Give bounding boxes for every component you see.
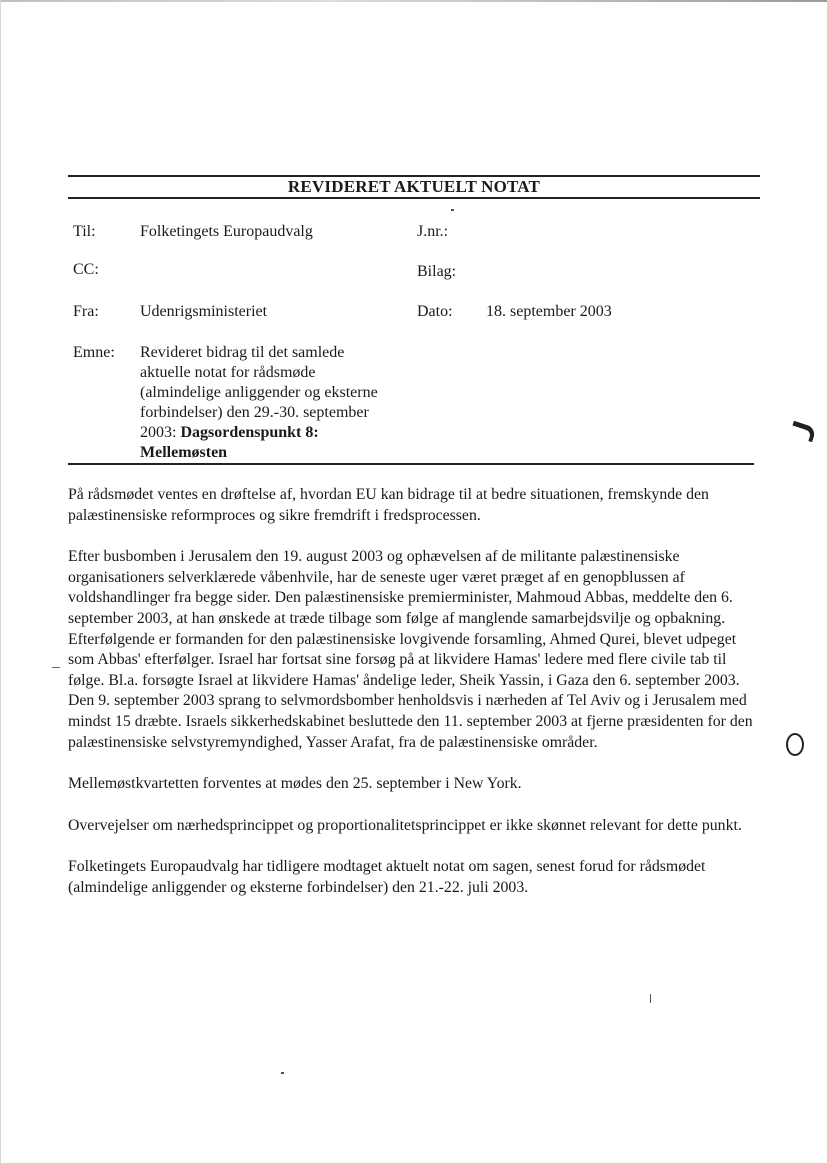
emne-value	[140, 343, 410, 463]
fra-label: Fra:	[73, 303, 99, 320]
scan-left-edge	[0, 0, 1, 1163]
cc-label: CC:	[73, 261, 99, 278]
emne-line-5	[140, 423, 410, 443]
scan-tick-mark	[650, 994, 651, 1003]
document-title: REVIDERET AKTUELT NOTAT	[287, 177, 541, 196]
scan-dot	[451, 209, 454, 211]
emne-line-prefix: 2003:	[140, 424, 181, 441]
emne-bold-topic: Mellemøsten	[140, 444, 228, 461]
emne-line: aktuelle notat for rådsmøde	[140, 364, 316, 381]
scan-dot	[281, 1072, 284, 1074]
emne-line: forbindelser) den 29.-30. september	[140, 404, 369, 421]
bilag-label: Bilag:	[417, 263, 457, 280]
paragraph-2: Efter busbomben i Jerusalem den 19. august 2003 og ophævelsen af de militante palæstinensiske organisationers selverklærede våbenhvile, har de seneste uger været præget af en genopblussen af voldshandlinger fra begge sider. Den palæstinensiske premierminister, Mahmoud Abbas, meddelte den 6. september 2003, at han ønskede at træde tilbage som følge af manglende samarbejdsvilje og opbakning. Efterfølgende er formanden for den palæstinensiske lovgivende forsamling, Ahmed Qurei, blevet udpeget som Abbas' efterfølger. Israel har fortsat sine forsøg på at likvidere Hamas' ledere med flere civile tab til følge. Bl.a. forsøgte Israel at likvidere Hamas' åndelige leder, Sheik Yassin, i Gaza den 6. september 2003. Den 9. september 2003 sprang to selvmordsbomber henholdsvis i nærheden af Tel Aviv og i Jerusalem med mindst 15 dræbte. Israels sikkerhedskabinet besluttede den 11. september 2003 at fjerne præsidenten for den palæstinensiske selvstyremyndighed, Yasser Arafat, fra de palæstinensiske områder.	[68, 548, 753, 751]
emne-bold-agenda: Dagsordenspunkt 8:	[180, 424, 319, 441]
document-body	[68, 485, 758, 920]
scan-top-edge	[0, 0, 827, 2]
hole-punch-mark	[789, 421, 816, 443]
paragraph-1: På rådsmødet ventes en drøftelse af, hvordan EU kan bidrage til at bedre situationen, fremskynde den palæstinensiske reformproces og sikre fremdrift i fredsprocessen.	[68, 486, 709, 524]
header-rule	[68, 463, 754, 465]
paragraph-3: Mellemøstkvartetten forventes at mødes den 25. september i New York.	[68, 775, 522, 793]
paragraph-4: Overvejelser om nærhedsprincippet og proportionalitetsprincippet er ikke skønnet relevant for dette punkt.	[68, 816, 742, 834]
margin-mark	[52, 667, 60, 668]
til-value: Folketingets Europaudvalg	[140, 223, 313, 240]
fra-value: Udenrigsministeriet	[140, 303, 268, 320]
dato-label: Dato:	[417, 303, 453, 320]
emne-line-6	[140, 443, 410, 463]
hole-punch-circle	[786, 733, 804, 756]
emne-label: Emne:	[73, 344, 115, 361]
emne-line: (almindelige anliggender og eksterne	[140, 384, 378, 401]
title-rule-bottom	[68, 197, 760, 199]
til-label: Til:	[73, 223, 96, 240]
jnr-label: J.nr.:	[417, 223, 449, 240]
emne-line: Revideret bidrag til det samlede	[140, 344, 345, 361]
paragraph-5: Folketingets Europaudvalg har tidligere modtaget aktuelt notat om sagen, senest forud for rådsmødet (almindelige anliggender og eksterne forbindelser) den 21.-22. juli 2003.	[68, 858, 706, 896]
dato-value: 18. september 2003	[486, 303, 612, 320]
